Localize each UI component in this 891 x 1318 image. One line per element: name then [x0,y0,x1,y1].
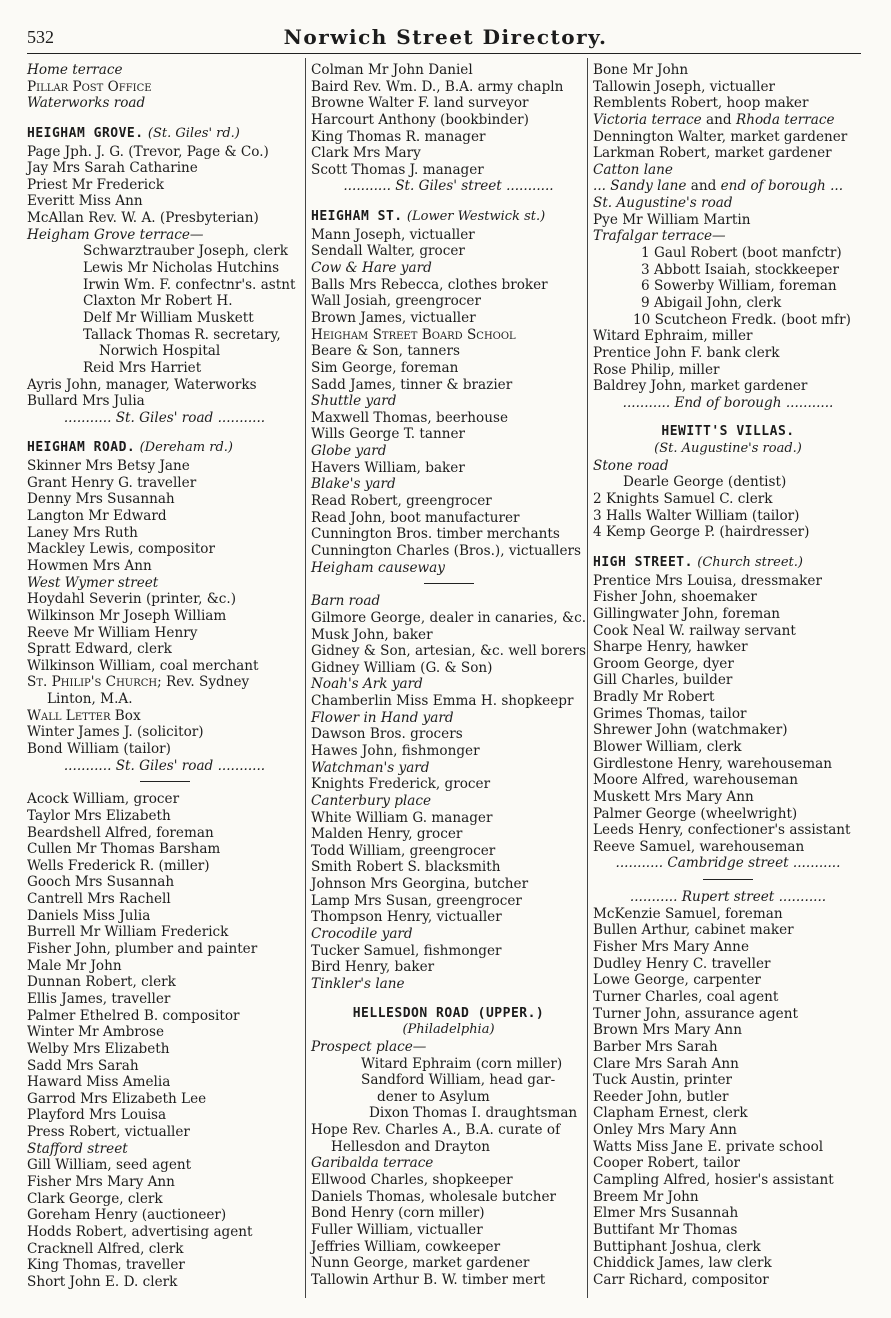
leader-dots: ........... [788,855,841,872]
directory-entry: McKenzie Samuel, foreman [593,905,783,922]
directory-entry: Priest Mr Frederick [27,176,164,193]
directory-entry: White William G. manager [311,809,493,826]
directory-entry: Cunnington Bros. timber merchants [311,526,560,543]
locality-label: Stafford street [27,1140,128,1157]
directory-entry: Turner John, assurance agent [593,1005,798,1022]
directory-entry: Schwarztrauber Joseph, clerk [83,243,288,260]
directory-entry: Delf Mr William Muskett [83,309,254,326]
directory-entry: Colman Mr John Daniel [311,62,473,78]
directory-entry: Bullen Arthur, cabinet maker [593,922,794,939]
directory-entry: Tuck Austin, printer [593,1072,733,1089]
directory-entry: Blower William, clerk [593,738,742,755]
section-gap [593,541,863,552]
directory-entry: Dearle George (dentist) [623,474,787,491]
directory-entry: Taylor Mrs Elizabeth [27,807,171,824]
directory-entry: Press Robert, victualler [27,1124,190,1141]
locality-name: Victoria terrace [593,111,702,128]
locality-name: ... Sandy lane [593,178,687,195]
directory-entry: Chiddick James, law clerk [593,1255,772,1272]
directory-entry: Harcourt Anthony (bookbinder) [311,111,529,128]
section-divider [424,583,474,584]
column-divider [587,58,588,1298]
directory-entry: 3 Abbott Isaiah, stockkeeper [641,261,839,278]
institution-entry [27,674,302,691]
directory-entry: Ellwood Charles, shopkeeper [311,1172,513,1188]
directory-entry: Rose Philip, miller [593,361,720,378]
directory-entry: Gill William, seed agent [27,1157,192,1174]
directory-entry: Leeds Henry, confectioner's assistant [593,822,851,839]
directory-entry: Todd William, greengrocer [311,842,496,859]
street-heading [27,125,302,142]
directory-entry: Dawson Bros. grocers [311,726,463,743]
directory-entry: Hope Rev. Charles A., B.A. curate of [311,1122,561,1139]
directory-entry: Winter James J. (solicitor) [27,724,204,741]
locality-label [593,112,863,129]
directory-entry: Everitt Miss Ann [27,193,143,210]
leader-dots: ........... [501,178,554,195]
directory-entry: Wilkinson William, coal merchant [27,657,259,674]
directory-entry: Havers William, baker [311,459,465,476]
directory-entry: Campling Alfred, hosier's assistant [593,1172,834,1188]
directory-entry: Watts Miss Jane E. private school [593,1138,824,1155]
street-name: HEIGHAM ST. [311,209,403,225]
directory-entry: 6 Sowerby William, foreman [641,278,837,295]
locality-label: Shuttle yard [311,393,397,410]
directory-entry: Buttifant Mr Thomas [593,1221,738,1238]
directory-entry: Fisher John, plumber and painter [27,941,258,958]
directory-entry: Sadd James, tinner & brazier [311,376,513,393]
directory-entry: Brown James, victualler [311,309,476,326]
directory-entry: Witard Ephraim, miller [593,328,753,345]
directory-entry: 9 Abigail John, clerk [641,294,782,311]
street-alias: (Dereham rd.) [139,440,233,456]
directory-entry: Burrell Mr William Frederick [27,924,229,941]
directory-entry: Jay Mrs Sarah Catharine [27,160,198,177]
locality-label: Cow & Hare yard [311,260,432,277]
page-title: Norwich Street Directory. [283,25,608,49]
directory-entry: Gill Charles, builder [593,672,733,689]
locality-label: Tinkler's lane [311,975,405,992]
directory-entry: Carr Richard, compositor [593,1271,769,1288]
locality-label: Prospect place— [311,1038,427,1055]
directory-entry: Bird Henry, baker [311,959,435,976]
directory-entry: Garrod Mrs Elizabeth Lee [27,1090,207,1107]
cross-street-name: St. Giles' street [395,178,502,195]
directory-entry: Laney Mrs Ruth [27,524,138,541]
directory-entry: Lowe George, carpenter [593,972,761,989]
directory-entry: Gidney William (G. & Son) [311,659,493,676]
directory-entry: Mackley Lewis, compositor [27,541,215,558]
directory-entry: Winter Mr Ambrose [27,1024,165,1041]
leader-dots: ........... [622,394,675,411]
directory-entry: Denny Mrs Susannah [27,491,175,508]
locality-label: Stone road [593,457,669,474]
directory-entry: Hawes John, fishmonger [311,742,480,759]
cross-street-marker [27,758,302,775]
cross-street-marker [593,395,863,412]
directory-entry: Balls Mrs Rebecca, clothes broker [311,276,548,293]
directory-entry: Thompson Henry, victualler [311,909,502,926]
directory-entry: Gidney & Son, artesian, &c. well borers [311,643,586,660]
cross-street-name: End of borough [674,394,782,411]
directory-entry: Onley Mrs Mary Ann [593,1122,737,1139]
directory-entry: McAllan Rev. W. A. (Presbyterian) [27,210,259,227]
section-gap [27,112,302,123]
leader-dots: ........... [213,757,266,774]
directory-column-2 [311,62,586,1297]
street-heading [27,439,302,456]
directory-entry: Gilmore George, dealer in canaries, &c. [311,609,587,626]
directory-entry: Reid Mrs Harriet [83,359,202,376]
directory-entry: Cook Neal W. railway servant [593,622,796,639]
directory-entry: Hodds Robert, advertising agent [27,1223,253,1240]
directory-entry: Buttiphant Joshua, clerk [593,1238,761,1255]
directory-entry: Sendall Walter, grocer [311,243,465,260]
cross-street-name: St. Giles' road [115,757,214,774]
directory-entry: Maxwell Thomas, beerhouse [311,409,509,426]
directory-entry: Cantrell Mrs Rachell [27,891,171,908]
directory-entry: Scott Thomas J. manager [311,161,484,178]
locality-label [593,178,863,195]
leader-dots: ........... [629,889,682,906]
directory-entry: Fisher John, shoemaker [593,589,757,606]
street-heading [593,554,863,571]
directory-entry: Clark George, clerk [27,1190,163,1207]
directory-entry: Nunn George, market gardener [311,1255,530,1272]
directory-entry: Grant Henry G. traveller [27,474,197,491]
directory-entry: Fisher Mrs Mary Ann [27,1174,175,1190]
directory-entry: Read John, boot manufacturer [311,509,520,526]
directory-entry: Palmer George (wheelwright) [593,805,798,822]
directory-entry: Hellesdon and Drayton [331,1138,491,1155]
locality-label: Canterbury place [311,792,432,809]
leader-dots: ........... [781,394,834,411]
column-divider [305,58,306,1298]
directory-entry: Larkman Robert, market gardener [593,145,832,162]
directory-entry: Howmen Mrs Ann [27,557,152,574]
locality-name: end of borough ... [720,178,844,195]
directory-entry: Gillingwater John, foreman [593,605,781,622]
directory-entry: Brown Mrs Mary Ann [593,1022,742,1039]
directory-entry: Langton Mr Edward [27,508,167,525]
directory-entry: Witard Ephraim (corn miller) [361,1055,563,1072]
directory-entry: Wall Josiah, greengrocer [311,293,481,310]
directory-entry: Read Robert, greengrocer [311,493,492,510]
locality-label: Catton lane [593,161,673,178]
directory-entry: Pye Mr William Martin [593,211,751,228]
directory-entry: Goreham Henry (auctioneer) [27,1207,227,1224]
directory-entry: Moore Alfred, warehouseman [593,772,798,789]
directory-entry: Groom George, dyer [593,655,734,672]
street-heading: HELLESDON ROAD (UPPER.) [352,1005,545,1021]
street-heading: HEWITT'S VILLAS. [661,424,795,440]
institution-entry [27,708,302,725]
directory-entry: Tallowin Arthur B. W. timber mert [311,1271,546,1288]
directory-entry: Lamp Mrs Susan, greengrocer [311,892,522,909]
street-name: HIGH STREET. [593,554,693,570]
institution-entry: Heigham Street Board School [311,326,516,343]
street-alias: (Lower Westwick st.) [406,209,546,225]
directory-entry: Spratt Edward, clerk [27,641,172,658]
street-alias: (Philadelphia) [402,1022,495,1038]
directory-entry: Playford Mrs Louisa [27,1107,167,1124]
directory-entry: Reeder John, butler [593,1088,729,1105]
directory-entry: Welby Mrs Elizabeth [27,1040,170,1057]
directory-entry: Turner Charles, coal agent [593,988,779,1005]
directory-entry: Cooper Robert, tailor [593,1155,741,1172]
locality-label: Trafalgar terrace— [593,228,726,245]
directory-entry: Sadd Mrs Sarah [27,1057,139,1074]
section-gap [311,195,586,206]
directory-entry: Wells Frederick R. (miller) [27,857,210,874]
directory-entry: Hoydahl Severin (printer, &c.) [27,591,237,608]
directory-entry: Tallack Thomas R. secretary, [83,326,281,343]
directory-entry: Breem Mr John [593,1188,699,1205]
directory-entry: Bullard Mrs Julia [27,393,145,410]
directory-entry: Sim George, foreman [311,359,459,376]
cross-street-marker [593,855,863,872]
conjunction: and [701,111,736,128]
directory-entry: Beare & Son, tanners [311,343,460,360]
directory-entry: Linton, M.A. [47,691,133,708]
directory-entry: Bond William (tailor) [27,740,171,757]
directory-entry: Page Jph. J. G. (Trevor, Page & Co.) [27,143,269,160]
directory-entry: Short John E. D. clerk [27,1273,178,1290]
directory-entry: Johnson Mrs Georgina, butcher [311,876,529,893]
directory-entry: Grimes Thomas, tailor [593,705,747,722]
directory-entry: Musk John, baker [311,626,433,643]
locality-label: Globe yard [311,443,387,460]
directory-entry: Clare Mrs Sarah Ann [593,1055,739,1072]
directory-entry: Acock William, grocer [27,791,180,808]
directory-entry: Wills George T. tanner [311,426,466,443]
directory-column-3 [593,62,863,1297]
street-alias: (St. Giles' rd.) [147,125,240,141]
locality-label: Home terrace [27,62,123,78]
directory-entry: Tucker Samuel, fishmonger [311,942,502,959]
directory-entry: Sharpe Henry, hawker [593,639,748,656]
locality-name: Rhoda terrace [735,111,835,128]
locality-label: Noah's Ark yard [311,676,423,693]
directory-entry: Lewis Mr Nicholas Hutchins [83,260,280,277]
directory-entry: Fuller William, victualler [311,1221,483,1238]
directory-entry: Clapham Ernest, clerk [593,1105,748,1122]
cross-street-name: Rupert street [681,889,775,906]
directory-entry: Bradly Mr Robert [593,689,715,706]
header-rule [27,53,861,54]
street-alias: (Church street.) [697,554,803,570]
directory-entry: Cunnington Charles (Bros.), victuallers [311,542,582,559]
section-divider [703,879,753,880]
directory-entry: Ayris John, manager, Waterworks [27,376,257,393]
directory-entry: Prentice John F. bank clerk [593,344,780,361]
street-name: HEIGHAM ROAD. [27,440,136,456]
section-gap [593,411,863,422]
directory-entry: King Thomas R. manager [311,128,486,145]
street-alias: (St. Augustine's road.) [654,441,802,457]
locality-label: Heigham Grove terrace— [27,226,204,243]
directory-entry: Daniels Thomas, wholesale butcher [311,1188,557,1205]
entry-text: Box [110,707,141,724]
directory-entry: Ellis James, traveller [27,990,171,1007]
leader-dots: ........... [63,409,116,426]
directory-entry: King Thomas, traveller [27,1257,185,1274]
cross-street-marker [311,178,586,195]
directory-entry: Wilkinson Mr Joseph William [27,607,227,624]
directory-entry: 2 Knights Samuel C. clerk [593,491,773,508]
directory-entry: Baldrey John, market gardener [593,378,808,395]
directory-entry: Dennington Walter, market gardener [593,128,848,145]
locality-label: Garibalda terrace [311,1155,434,1172]
directory-entry: Mann Joseph, victualler [311,226,475,243]
section-divider [140,781,190,782]
directory-entry: Remblents Robert, hoop maker [593,95,809,112]
leader-dots: ........... [774,889,827,906]
directory-entry: Reeve Samuel, warehouseman [593,838,805,855]
directory-entry: Sandford William, head gar- [361,1072,556,1089]
leader-dots: ........... [63,757,116,774]
locality-label: St. Augustine's road [593,195,733,212]
cross-street-name: Cambridge street [667,855,789,872]
directory-entry: Jeffries William, cowkeeper [311,1238,501,1255]
directory-column-1 [27,62,302,1297]
institution-name: St. Philip's Church; [27,674,162,691]
directory-entry: Smith Robert S. blacksmith [311,859,501,876]
directory-entry: Palmer Ethelred B. compositor [27,1007,240,1024]
directory-entry: Elmer Mrs Susannah [593,1205,739,1222]
directory-entry: Male Mr John [27,957,122,974]
directory-entry: Gooch Mrs Susannah [27,874,175,891]
directory-entry: Chamberlin Miss Emma H. shopkeepr [311,693,574,710]
directory-entry: 10 Scutcheon Fredk. (boot mfr) [633,311,851,328]
locality-label: Watchman's yard [311,759,430,776]
directory-entry: Prentice Mrs Louisa, dressmaker [593,572,822,589]
institution-name: Wall Letter [27,707,111,724]
street-heading [311,208,586,225]
institution-entry: Pillar Post Office [27,78,152,95]
directory-entry: Clark Mrs Mary [311,145,421,162]
directory-entry: Cullen Mr Thomas Barsham [27,841,221,858]
cross-street-marker [27,410,302,427]
directory-entry: Dudley Henry C. traveller [593,955,771,972]
cross-street-marker [593,889,863,906]
directory-entry: Knights Frederick, grocer [311,776,491,793]
locality-label: Crocodile yard [311,926,413,943]
section-gap [27,426,302,437]
locality-label: Blake's yard [311,476,396,493]
directory-entry: Muskett Mrs Mary Ann [593,788,754,805]
directory-entry: Browne Walter F. land surveyor [311,95,529,112]
leader-dots: ........... [615,855,668,872]
directory-entry: Daniels Miss Julia [27,907,151,924]
locality-label: Waterworks road [27,95,146,112]
directory-entry: Bond Henry (corn miller) [311,1205,485,1222]
directory-entry: Cracknell Alfred, clerk [27,1240,184,1257]
directory-entry: Haward Miss Amelia [27,1074,171,1091]
directory-entry: Barber Mrs Sarah [593,1038,718,1055]
leader-dots: ........... [343,178,396,195]
locality-label: Barn road [311,593,381,610]
directory-entry: 4 Kemp George P. (hairdresser) [593,524,810,541]
locality-label: Heigham causeway [311,559,445,576]
directory-entry: 3 Halls Walter William (tailor) [593,507,800,524]
directory-entry: Fisher Mrs Mary Anne [593,939,749,956]
cross-street-name: St. Giles' road [115,409,214,426]
directory-entry: Reeve Mr William Henry [27,624,198,641]
directory-entry: Malden Henry, grocer [311,826,463,843]
directory-entry: 1 Gaul Robert (boot manfctr) [641,245,842,262]
leader-dots: ........... [213,409,266,426]
directory-entry: Skinner Mrs Betsy Jane [27,458,190,475]
directory-entry: Dixon Thomas I. draughtsman [369,1105,578,1122]
directory-entry: Bone Mr John [593,62,689,78]
directory-entry: Norwich Hospital [99,343,221,360]
entry-text: Rev. Sydney [161,674,250,691]
locality-label: Flower in Hand yard [311,709,454,726]
directory-entry: Claxton Mr Robert H. [83,293,233,310]
directory-entry: Irwin Wm. F. confectnr's. astnt [83,276,296,293]
street-name: HEIGHAM GROVE. [27,125,144,141]
page-number: 532 [27,27,54,47]
section-gap [311,993,586,1004]
conjunction: and [686,178,721,195]
directory-entry: Dunnan Robert, clerk [27,974,176,991]
directory-entry: dener to Asylum [377,1088,490,1105]
directory-entry: Baird Rev. Wm. D., B.A. army chapln [311,78,564,95]
directory-entry: Girdlestone Henry, warehouseman [593,755,832,772]
directory-entry: Shrewer John (watchmaker) [593,722,788,739]
locality-label: West Wymer street [27,574,159,591]
directory-entry: Beardshell Alfred, foreman [27,824,214,841]
directory-entry: Tallowin Joseph, victualler [593,78,776,95]
